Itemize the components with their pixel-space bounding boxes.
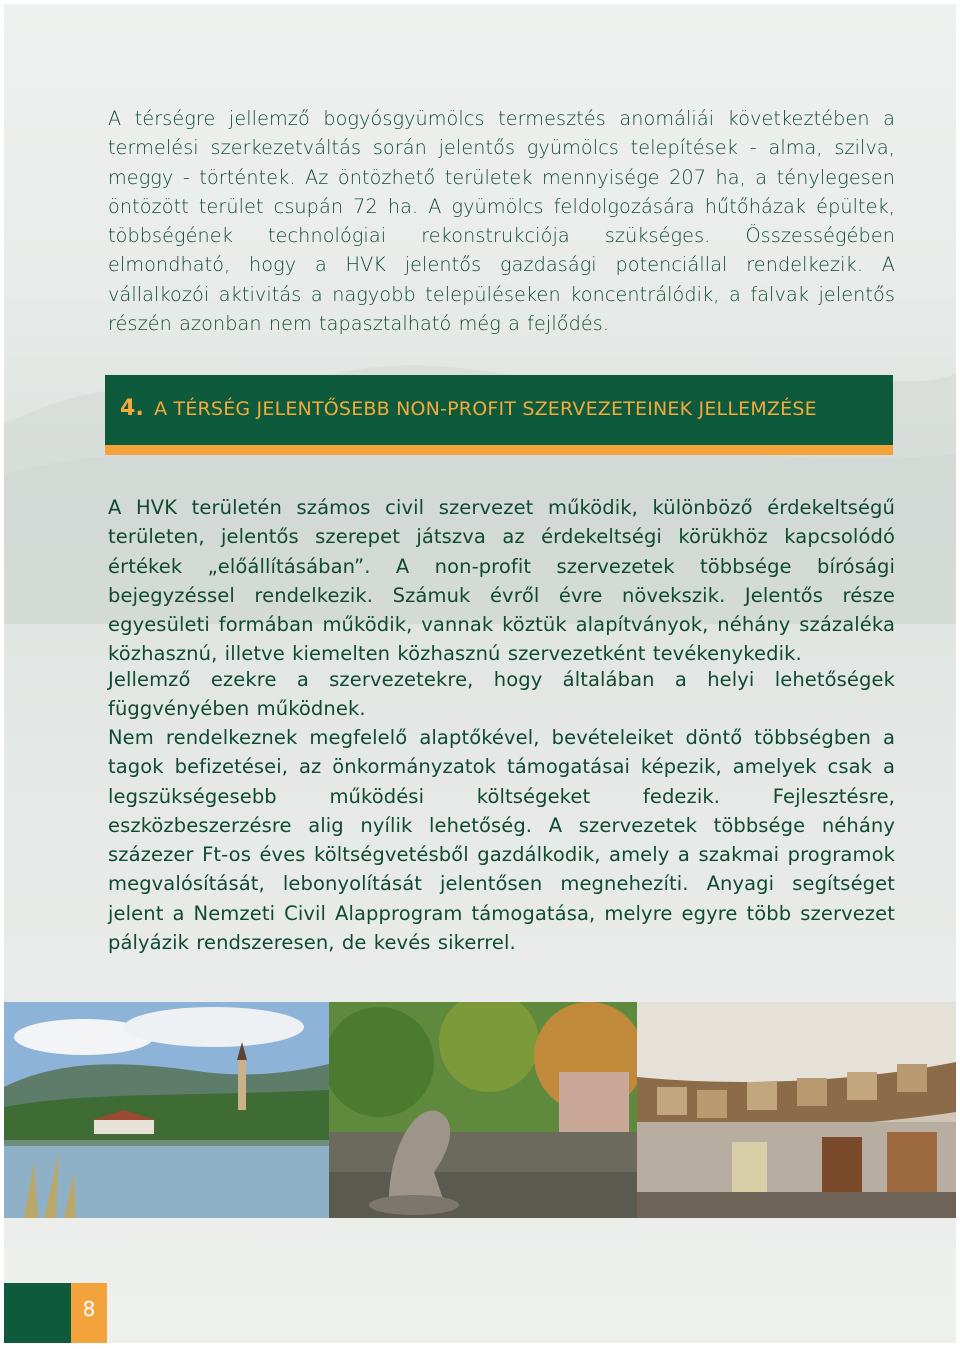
museum-interior-photo [637,1002,956,1218]
document-page [4,4,956,1343]
section-heading-underline [105,445,893,455]
section-title: A TÉRSÉG JELENTŐSEBB NON-PROFIT SZERVEZETEINEK JELLEMZÉSE [154,398,817,420]
body-paragraph-funding: Nem rendelkeznek megfelelő alaptőkével, bevételeiket döntő többségben a tagok befizetései, az önkormányzatok támogatásai képezik, amelyek csak a legszükségesebb működési költségeket fedezik. Fejlesztésre, eszközbeszerzésre alig nyílik lehetőség. A szervezetek többsége néhány százezer Ft-os éves költségvetésből gazdálkodik, amely a szakmai programok megvalósítását, lebonyolítását jelentősen megnehezíti. Anyagi segítséget jelent a Nemzeti Civil Alapprogram támogatása, melyre egyre több szervezet pályázik rendszeresen, de kevés sikerrel. [108,726,895,955]
section-number: 4. [120,396,145,421]
section-heading [120,396,817,421]
body-paragraph-civil-organisations: A HVK területén számos civil szervezet működik, különböző érdekeltségű területen, jelentős szerepet játszva az érdekeltségi körükhöz kapcsolódó értékek „előállításában”. A non-profit szervezetek többsége bírósági bejegyzéssel rendelkezik. Számuk évről évre növekszik. Jelentős része egyesületi formában működik, vannak köztük alapítványok, néhány százaléka közhasznú, illetve kiemelten közhasznú szervezetként tevékenykedik. [108,496,895,666]
page-number: 8 [82,1297,96,1321]
body-paragraph-local-opportunities: Jellemző ezekre a szervezetekre, hogy általában a helyi lehetőségek függvényében működnek. [108,668,895,721]
landscape-lake-photo [4,1002,329,1218]
intro-paragraph: A térségre jellemző bogyósgyümölcs termesztés anomáliái következtében a termelési szerkezetváltás során jelentős gyümölcs telepítések - alma, szilva, meggy - történtek. Az öntözhető területek mennyisége 207 ha, a ténylegesen öntözött terület csupán 72 ha. A gyümölcs feldolgozására hűtőházak épültek, többségének technológiai rekonstrukciója szükséges. Összességében elmondható, hogy a HVK jelentős gazdasági potenciállal rendelkezik. A vállalkozói aktivitás a nagyobb településeken koncentrálódik, a falvak jelentős részén azonban nem tapasztalható még a fejlődés. [108,107,895,336]
park-sculpture-photo [329,1002,637,1218]
footer-green-block [4,1283,71,1343]
photo-strip [4,1002,956,1218]
